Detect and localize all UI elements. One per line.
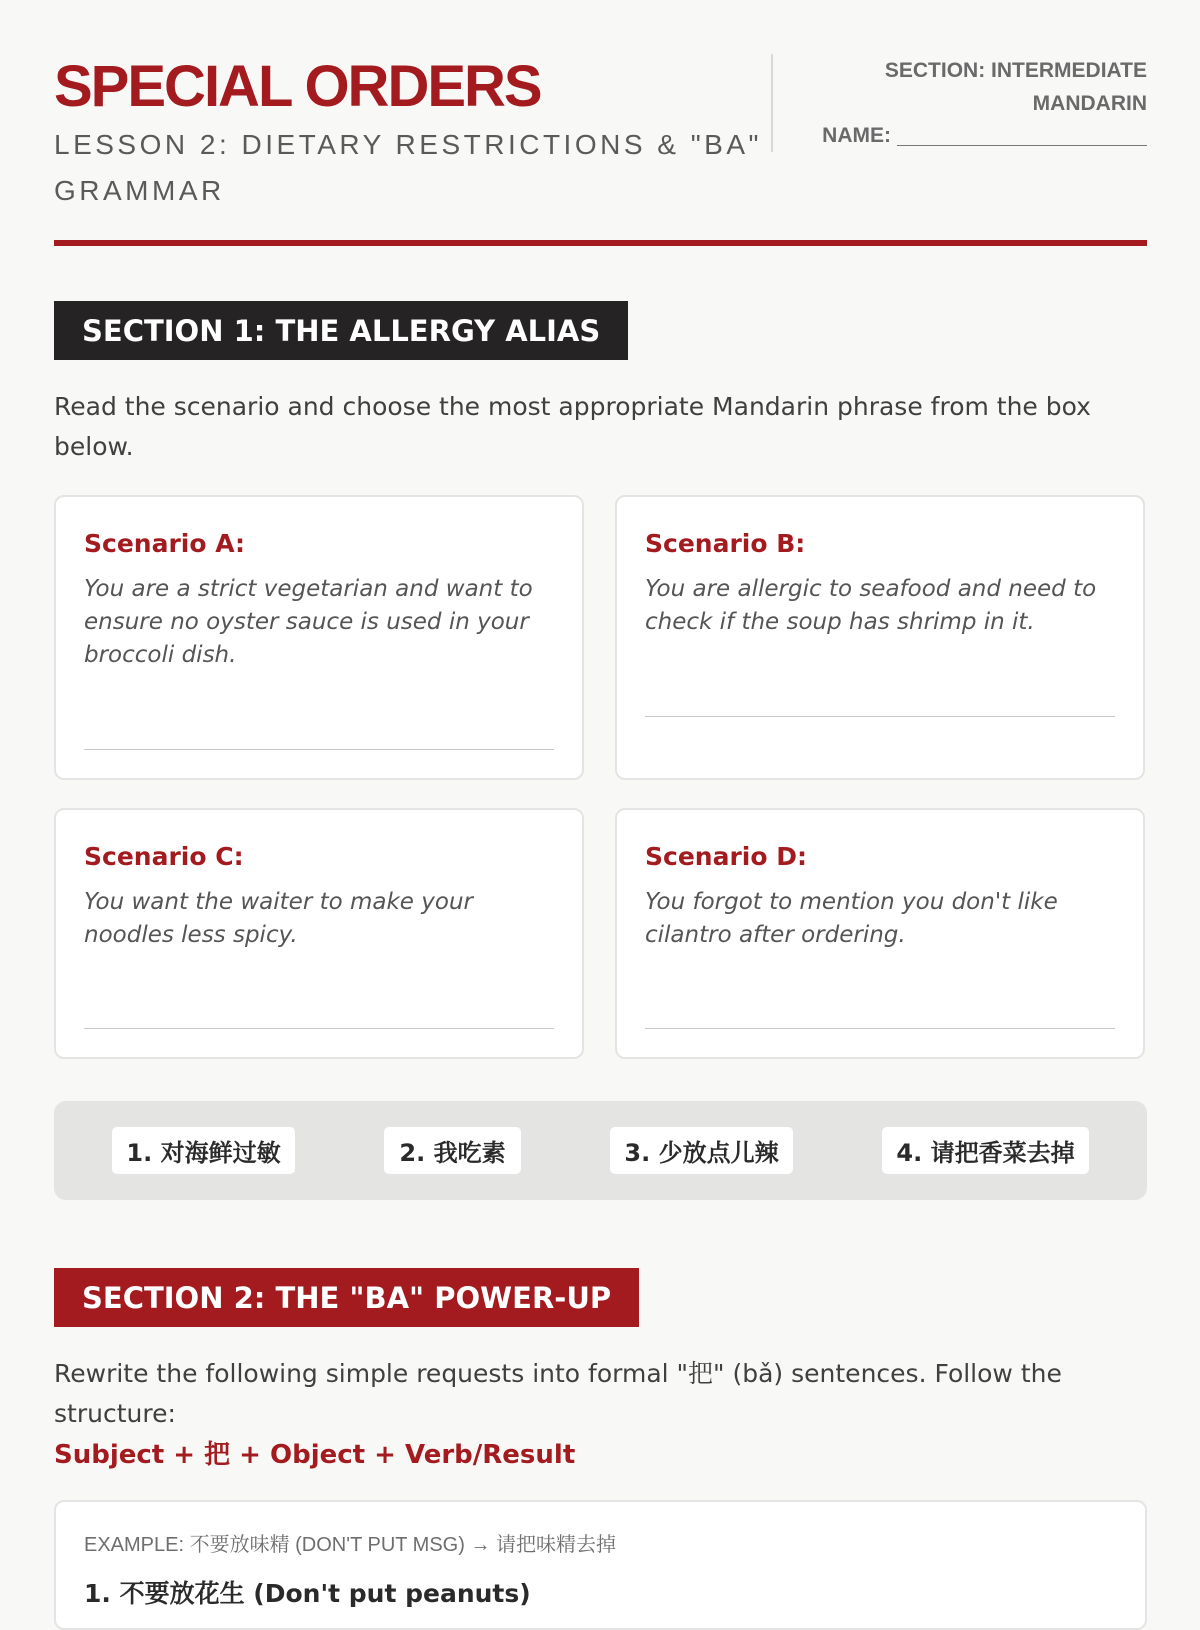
scenario-text: You forgot to mention you don't like cilantro after ordering. [645, 889, 1058, 948]
header-rule [54, 240, 1147, 246]
exercise-box [54, 1500, 1147, 1630]
answer-line[interactable] [84, 749, 554, 750]
scenario-title: Scenario D: [645, 842, 807, 871]
section-1-heading: SECTION 1: THE ALLERGY ALIAS [54, 301, 628, 360]
phrase-chip-1: 1. 对海鲜过敏 [112, 1127, 295, 1174]
section-label: SECTION: INTERMEDIATE MANDARIN [884, 59, 1147, 115]
phrase-chip-3: 3. 少放点儿辣 [610, 1127, 793, 1174]
phrase-chip-2: 2. 我吃素 [384, 1127, 521, 1174]
answer-line[interactable] [84, 1028, 554, 1029]
scenario-card-c [54, 808, 584, 1059]
exercise-item: 1. 不要放花生 (Don't put peanuts) [84, 1579, 531, 1608]
phrase-bank [54, 1101, 1147, 1200]
scenario-card-b [615, 495, 1145, 780]
scenario-card-d [615, 808, 1145, 1059]
section-1-instruction: Read the scenario and choose the most appropriate Mandarin phrase from the box below. [54, 392, 1091, 461]
section-2-instruction: Rewrite the following simple requests into formal "把" (bǎ) sentences. Follow the structure: [54, 1359, 1062, 1428]
name-blank-line[interactable] [897, 127, 1147, 146]
answer-line[interactable] [645, 1028, 1115, 1029]
section-2-heading: SECTION 2: THE "BA" POWER-UP [54, 1268, 639, 1327]
grammar-structure: Subject + 把 + Object + Verb/Result [54, 1440, 576, 1470]
header-divider [771, 54, 773, 152]
scenario-card-a [54, 495, 584, 780]
worksheet-header [54, 0, 1147, 250]
scenario-text: You are a strict vegetarian and want to ensure no oyster sauce is used in your broccoli dish. [84, 576, 533, 668]
phrase-chip-4: 4. 请把香菜去掉 [882, 1127, 1089, 1174]
answer-line[interactable] [645, 716, 1115, 717]
name-field [817, 122, 1147, 150]
scenario-title: Scenario A: [84, 529, 246, 558]
scenario-title: Scenario C: [84, 842, 244, 871]
example-line: EXAMPLE: 不要放味精 (DON'T PUT MSG) → 请把味精去掉 [84, 1534, 617, 1556]
name-label: NAME: [822, 124, 891, 147]
scenario-text: You want the waiter to make your noodles less spicy. [84, 889, 473, 948]
scenario-text: You are allergic to seafood and need to check if the soup has shrimp in it. [645, 576, 1097, 635]
scenario-title: Scenario B: [645, 529, 806, 558]
lesson-subtitle: LESSON 2: DIETARY RESTRICTIONS & "BA" GRAMMAR [54, 129, 762, 206]
worksheet-title: SPECIAL ORDERS [54, 54, 541, 119]
